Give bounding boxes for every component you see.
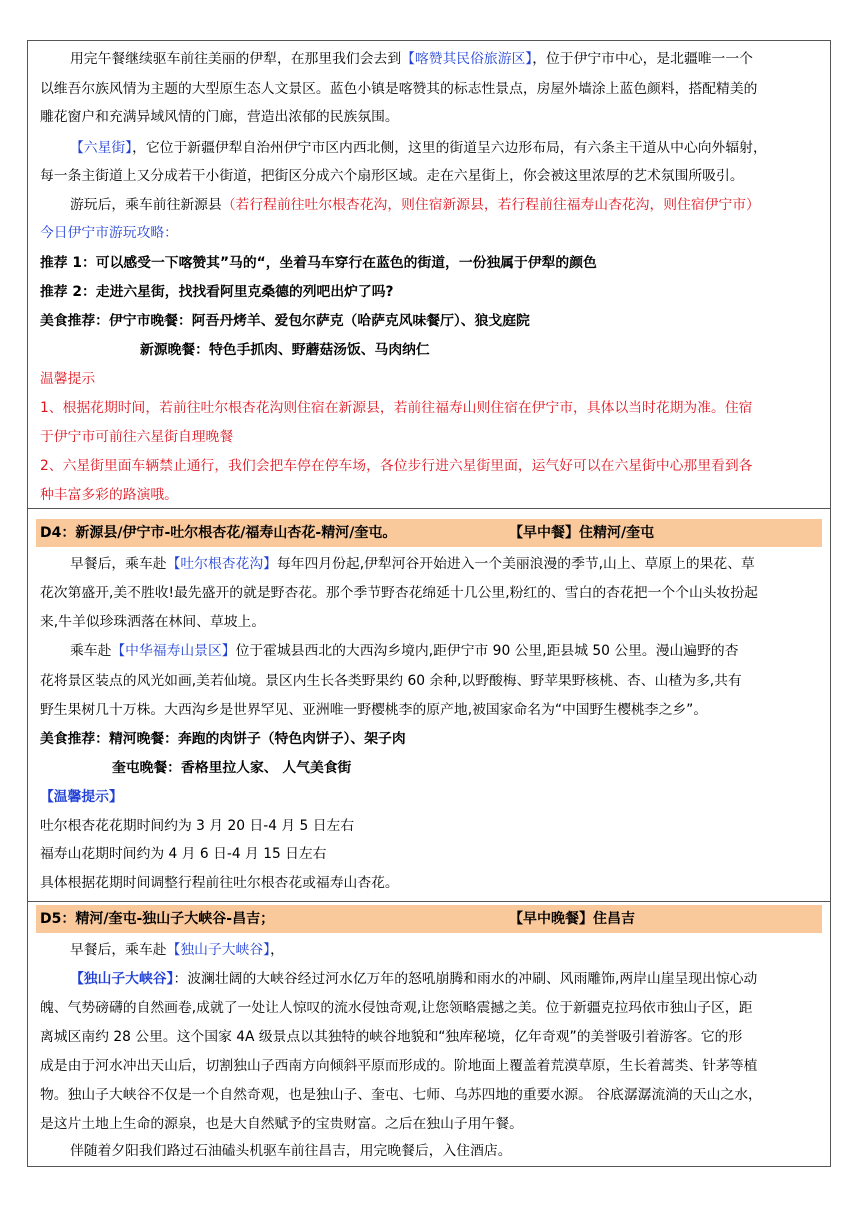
d4-turgen-line-1: 早餐后，乘车赴【吐尔根杏花沟】每年四月份起,伊犁河谷开始进入一个美丽浪漫的季节,山上、草原上的果花、草 xyxy=(70,556,755,572)
kazanqi-highlight: 【喀赞其民俗旅游区】 xyxy=(401,51,533,67)
tip-2-line-2: 种丰富多彩的路演哦。 xyxy=(40,487,178,503)
d4-fushoushan-line-3: 野生果树几十万株。大西沟乡是世界罕见、亚洲唯一野樱桃李的原产地,被国家命名为“中国野生樱桃李之乡”。 xyxy=(40,702,708,718)
tip-1-line-2: 于伊宁市可前往六星街自理晚餐 xyxy=(40,429,234,445)
recommendation-2: 推荐 2：走进六星街，找找看阿里克桑德的列吧出炉了吗? xyxy=(40,284,394,300)
d4-tip-2: 福寿山花期时间约为 4 月 6 日-4 月 15 日左右 xyxy=(40,846,327,862)
tip-2-line-1: 2、六星街里面车辆禁止通行，我们会把车停在停车场，各位步行进六星街里面，运气好可以在六星街中心那里看到各 xyxy=(40,458,753,474)
tips-title: 温馨提示 xyxy=(40,371,96,387)
d5-evening-line: 伴随着夕阳我们路过石油磕头机驱车前往昌吉，用完晚餐后，入住酒店。 xyxy=(70,1143,512,1159)
d5-departure-line: 早餐后，乘车赴【独山子大峡谷】， xyxy=(70,942,284,958)
fushoushan-highlight: 【中华福寿山景区】 xyxy=(111,643,236,659)
turgen-highlight: 【吐尔根杏花沟】 xyxy=(166,556,277,572)
food-recommendation-xinyuan: 新源晚餐：特色手抓肉、野蘑菇汤饭、马肉纳仁 xyxy=(140,342,430,358)
kazanqi-paragraph-line-1: 用完午餐继续驱车前往美丽的伊犁，在那里我们会去到【喀赞其民俗旅游区】，位于伊宁市中心，是北疆唯一一个 xyxy=(70,51,753,67)
lodging-note: （若行程前往吐尔根杏花沟，则住宿新源县，若行程前往福寿山杏花沟，则住宿伊宁市） xyxy=(221,197,760,213)
d4-tip-3: 具体根据花期时间调整行程前往吐尔根杏花或福寿山杏花。 xyxy=(40,875,399,891)
d4-meals: 【早中餐】住精河/奎屯 xyxy=(509,525,655,541)
section-divider xyxy=(28,901,830,902)
d4-fushoushan-line-2: 花将景区装点的风光如画,美若仙境。景区内生长各类野果约 60 余种,以野酸梅、野苹果野核桃、杏、山楂为多,共有 xyxy=(40,673,742,689)
d4-food-jinghe: 美食推荐：精河晚餐：奔跑的肉饼子（特色肉饼子）、架子肉 xyxy=(40,731,406,747)
d5-canyon-line-4: 成是由于河水冲出天山后，切割独山子西南方向倾斜平原而形成的。阶地面上覆盖着荒漠草原，生长着蒿类、针茅等植 xyxy=(40,1058,758,1074)
liuxingjie-paragraph-line-1: 【六星街】，它位于新疆伊犁自治州伊宁市区内西北侧，这里的街道呈六边形布局，有六条主干道从中心向外辐射， xyxy=(70,140,767,156)
d4-tip-1: 吐尔根杏花花期时间约为 3 月 20 日-4 月 5 日左右 xyxy=(40,818,355,834)
guide-title: 今日伊宁市游玩攻略： xyxy=(40,225,178,241)
recommendation-1: 推荐 1：可以感受一下喀赞其”马的“，坐着马车穿行在蓝色的街道，一份独属于伊犁的颜色 xyxy=(40,255,597,271)
d5-canyon-line-1: 【独山子大峡谷】：波澜壮阔的大峡谷经过河水亿万年的怒吼崩腾和雨水的冲刷、风雨雕饰,两岸山崖呈现出惊心动 xyxy=(70,971,758,987)
d4-tips-title: 【温馨提示】 xyxy=(40,789,123,805)
d4-title: D4：新源县/伊宁市-吐尔根杏花/福寿山杏花-精河/奎屯。 xyxy=(40,525,397,541)
d5-canyon-line-2: 魄、气势磅礴的自然画卷,成就了一处让人惊叹的流水侵蚀奇观,让您领略震撼之美。位于新疆克拉玛依市独山子区，距 xyxy=(40,1000,753,1016)
d5-canyon-line-6: 是这片土地上生命的源泉，也是大自然赋予的宝贵财富。之后在独山子用午餐。 xyxy=(40,1116,523,1132)
itinerary-table xyxy=(27,40,831,1167)
d5-meals: 【早中晚餐】住昌吉 xyxy=(509,911,635,927)
d4-turgen-line-2: 花次第盛开,美不胜收!最先盛开的就是野杏花。那个季节野杏花绵延十几公里,粉红的、雪白的杏花把一个个山头妆扮起 xyxy=(40,585,758,601)
d5-title: D5：精河/奎屯-独山子大峡谷-昌吉； xyxy=(40,911,275,927)
tip-1-line-1: 1、根据花期时间，若前往吐尔根杏花沟则住宿在新源县，若前往福寿山则住宿在伊宁市，具体以当时花期为准。住宿 xyxy=(40,400,753,416)
d4-turgen-line-3: 来,牛羊似珍珠洒落在林间、草坡上。 xyxy=(40,614,266,630)
d5-canyon-line-3: 离城区南约 28 公里。这个国家 4A 级景点以其独特的峡谷地貌和“独库秘境，亿年奇观”的美誉吸引着游客。它的形 xyxy=(40,1029,743,1045)
liuxingjie-paragraph-line-2: 每一条主街道上又分成若干小街道，把街区分成六个扇形区域。走在六星街上，你会被这里浓厚的艺术氛围所吸引。 xyxy=(40,168,744,184)
d4-food-kuitun: 奎屯晚餐：香格里拉人家、 人气美食街 xyxy=(112,760,352,776)
dushanzi-highlight: 【独山子大峡谷】 xyxy=(70,971,174,987)
food-recommendation-yining: 美食推荐：伊宁市晚餐：阿吾丹烤羊、爱包尔萨克（哈萨克风味餐厅）、狼戈庭院 xyxy=(40,313,530,329)
xinyuan-transfer-line: 游玩后，乘车前往新源县（若行程前往吐尔根杏花沟，则住宿新源县，若行程前往福寿山杏花沟，则住宿伊宁市） xyxy=(70,197,760,213)
kazanqi-paragraph-line-3: 雕花窗户和充满异域风情的门廊，营造出浓郁的民族氛围。 xyxy=(40,109,399,125)
section-divider xyxy=(28,508,830,509)
kazanqi-paragraph-line-2: 以维吾尔族风情为主题的大型原生态人文景区。蓝色小镇是喀赞其的标志性景点，房屋外墙涂上蓝色颜料，搭配精美的 xyxy=(40,81,758,97)
dushanzi-highlight: 【独山子大峡谷】 xyxy=(166,942,271,958)
d5-canyon-line-5: 物。独山子大峡谷不仅是一个自然奇观，也是独山子、奎屯、七师、乌苏四地的重要水源。 谷底潺潺流淌的天山之水， xyxy=(40,1087,762,1103)
d4-fushoushan-line-1: 乘车赴【中华福寿山景区】位于霍城县西北的大西沟乡境内,距伊宁市 90 公里,距县城 50 公里。漫山遍野的杏 xyxy=(70,643,739,659)
liuxingjie-highlight: 【六星街】 xyxy=(70,140,133,156)
